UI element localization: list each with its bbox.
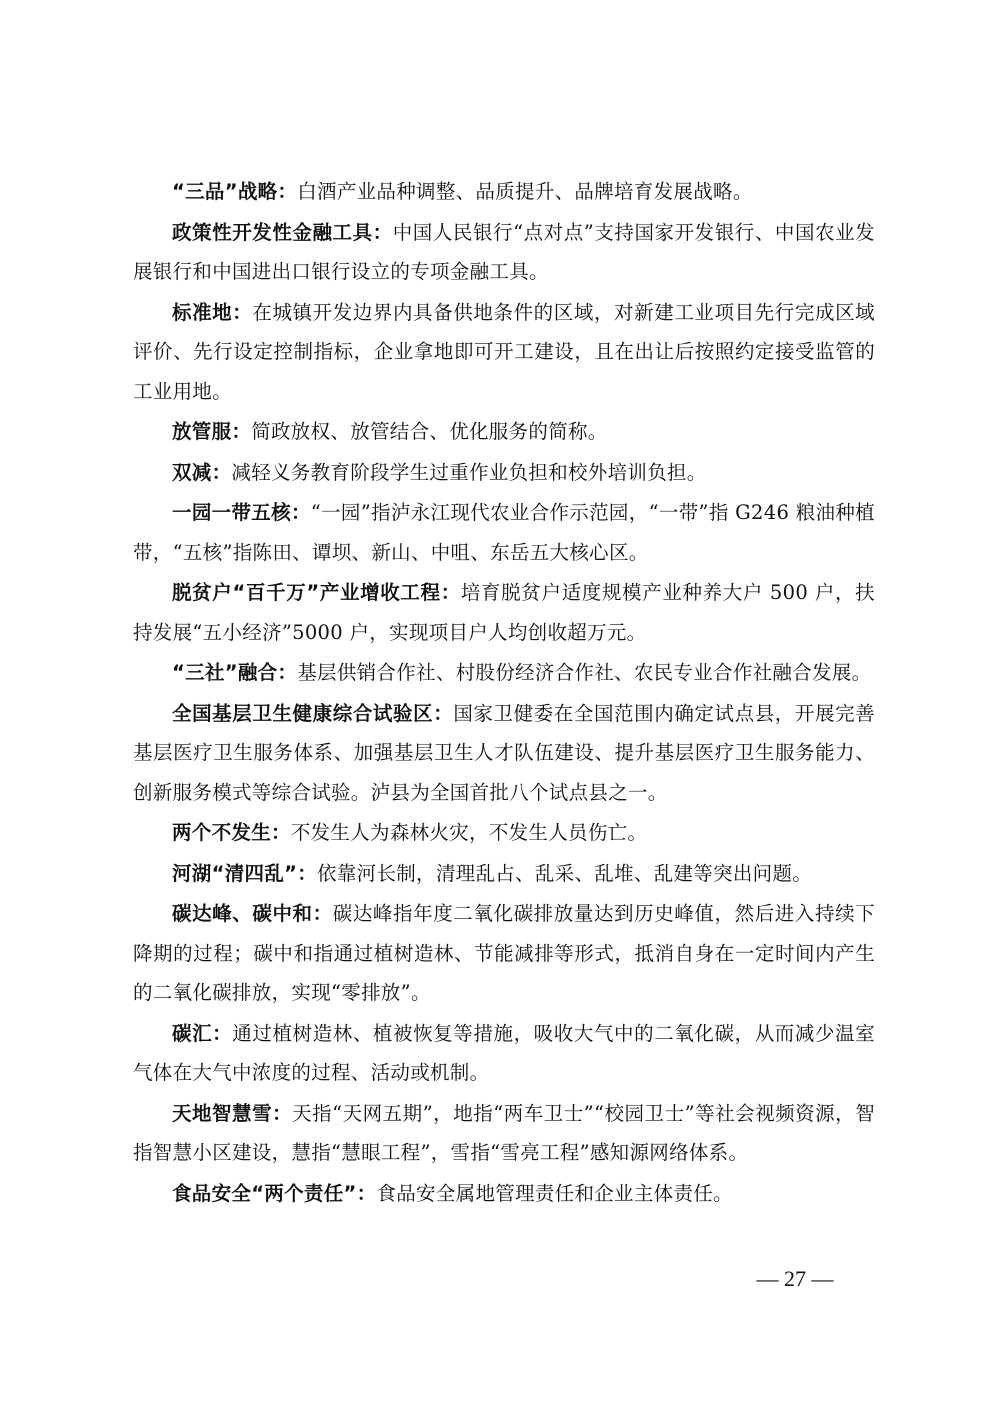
glossary-definition: 在城镇开发边界内具备供地条件的区域，对新建工业项目先行完成区域评价、先行设定控制指标，企业拿地即可开工建设，且在出让后按照约定接受监管的工业用地。: [133, 300, 875, 403]
glossary-definition: 国家卫健委在全国范围内确定试点县，开展完善基层医疗卫生服务体系、加强基层卫生人才队伍建设、提升基层医疗卫生服务能力、创新服务模式等综合试验。泸县为全国首批八个试点县之一。: [133, 701, 875, 804]
glossary-term: 碳汇：: [172, 1021, 233, 1045]
glossary-entry: [133, 293, 875, 412]
glossary-entry: [133, 1014, 875, 1093]
glossary-entry: [133, 573, 875, 652]
glossary-entry: [133, 894, 875, 1013]
glossary-definition: 不发生人为森林火灾，不发生人员伤亡。: [290, 821, 648, 844]
glossary-definition: 培育脱贫户适度规模产业种养大户 500 户，扶持发展“五小经济”5000 户，实现项目户人均创收超万元。: [133, 581, 875, 644]
glossary-definition: 通过植树造林、植被恢复等措施，吸收大气中的二氧化碳，从而减少温室气体在大气中浓度的过程、活动或机制。: [133, 1021, 875, 1084]
glossary-term: 放管服：: [172, 420, 252, 443]
glossary-term: 河湖“清四乱”：: [172, 861, 318, 885]
glossary-entry: [133, 1094, 875, 1173]
glossary-entry: [133, 172, 875, 212]
glossary-term: 两个不发生：: [172, 821, 291, 844]
glossary-term: 天地智慧雪：: [172, 1101, 293, 1125]
glossary-term: 食品安全“两个责任”：: [172, 1181, 377, 1205]
glossary-definition: 食品安全属地管理责任和企业主体责任。: [376, 1181, 733, 1205]
glossary-term: 一园一带五核：: [172, 501, 311, 524]
glossary-definition: 依靠河长制，清理乱占、乱采、乱堆、乱建等突出问题。: [317, 861, 813, 885]
glossary-term: 脱贫户“百千万”产业增收工程：: [172, 581, 461, 604]
glossary-definition: 天指“天网五期”，地指“两车卫士”“校园卫士”等社会视频资源，智指智慧小区建设，慧指“慧眼工程”，雪指“雪亮工程”感知源网络体系。: [133, 1101, 875, 1164]
glossary-definition: 碳达峰指年度二氧化碳排放量达到历史峰值，然后进入持续下降期的过程；碳中和指通过植树造林、节能减排等形式，抵消自身在一定时间内产生的二氧化碳排放，实现“零排放”。: [133, 902, 875, 1004]
glossary-entry: [133, 813, 875, 853]
glossary-definition: 基层供销合作社、村股份经济合作社、农民专业合作社融合发展。: [297, 661, 872, 684]
glossary-entry: [133, 213, 875, 292]
glossary-entry: [133, 694, 875, 813]
glossary-list: [133, 172, 875, 1214]
glossary-definition: “一园”指泸永江现代农业合作示范园，“一带”指 G246 粮油种植带，“五核”指陈田、谭坝、新山、中咀、东岳五大核心区。: [133, 501, 875, 564]
glossary-term: 双减：: [172, 460, 232, 484]
glossary-term: “三社”融合：: [172, 661, 298, 684]
glossary-definition: 减轻义务教育阶段学生过重作业负担和校外培训负担。: [231, 460, 707, 484]
glossary-term: 标准地：: [172, 300, 253, 324]
glossary-entry: [133, 1174, 875, 1214]
glossary-definition: 简政放权、放管结合、优化服务的简称。: [251, 420, 608, 443]
glossary-entry: [133, 854, 875, 894]
glossary-entry: [133, 653, 875, 693]
glossary-entry: [133, 453, 875, 493]
glossary-term: 全国基层卫生健康综合试验区：: [172, 701, 454, 725]
glossary-term: 政策性开发性金融工具：: [172, 220, 393, 244]
glossary-definition: 白酒产业品种调整、品质提升、品牌培育发展战略。: [297, 180, 753, 203]
glossary-entry: [133, 412, 875, 452]
glossary-definition: 中国人民银行“点对点”支持国家开发银行、中国农业发展银行和中国进出口银行设立的专项金融工具。: [133, 220, 875, 283]
glossary-term: 碳达峰、碳中和：: [172, 902, 333, 925]
glossary-term: “三品”战略：: [172, 180, 298, 203]
glossary-entry: [133, 493, 875, 572]
page-number: — 27 —: [756, 1266, 834, 1291]
